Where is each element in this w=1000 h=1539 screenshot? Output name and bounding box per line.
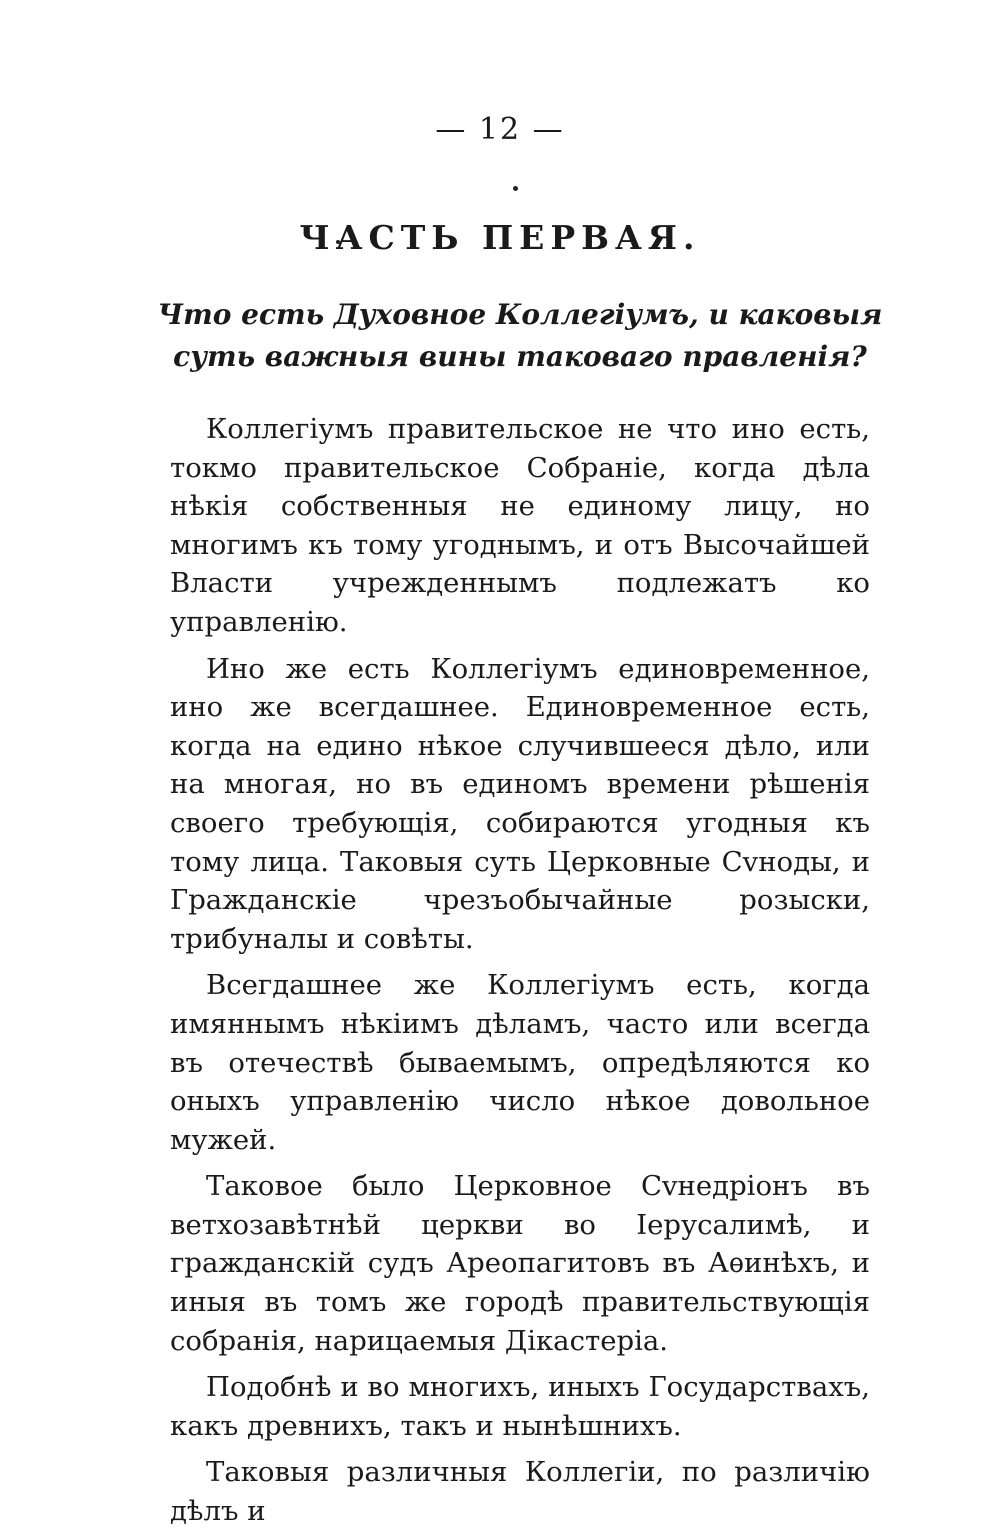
paragraph: Ино же есть Коллегіумъ единовременное, ино же всегдашнее. Единовременное есть, когда на едино нѣкое случившееся дѣло, или на многая, но въ единомъ времени рѣшенія своего требующія, собираются угодныя къ тому лица. Таковыя суть Церковные Сvноды, и Гражданскіе чрезъобычайные розыски, трибуналы и совѣты. [170, 652, 870, 955]
part-title: ЧАСТЬ ПЕРВАЯ. [299, 218, 701, 257]
paragraph: Таковое было Церковное Сvнедріонъ въ ветхозавѣтнѣй церкви во Іерусалимѣ, и гражданскій судъ Ареопагитовъ въ Аѳинѣхъ, и иныя въ томъ же городѣ правительствующія собранія, нарицаемыя Дікастеріа. [170, 1170, 870, 1357]
paragraph: Всегдашнее же Коллегіумъ есть, когда имяннымъ нѣкіимъ дѣламъ, часто или всегда въ отечествѣ бываемымъ, опредѣляются ко оныхъ управленію число нѣкое довольное мужей. [170, 969, 870, 1156]
print-speck [513, 186, 518, 191]
paragraph: Коллегіумъ правительское не что ино есть, токмо правительское Собраніе, когда дѣла нѣкія собственныя не единому лицу, но многимъ къ тому угоднымъ, и отъ Высочайшей Власти учрежденнымъ подлежатъ ко управленію. [170, 413, 870, 638]
page-number: — 12 — [435, 112, 565, 147]
chapter-subtitle: Что есть Духовное Коллегіумъ, и каковыя суть важныя вины таковаго правленія? [157, 298, 883, 373]
paragraph: Таковыя различныя Коллегіи, по различію дѣлъ и [170, 1456, 870, 1528]
body-text [170, 410, 870, 1539]
paragraph: Подобнѣ и во многихъ, иныхъ Государствахъ, какъ древнихъ, такъ и нынѣшнихъ. [170, 1371, 870, 1442]
